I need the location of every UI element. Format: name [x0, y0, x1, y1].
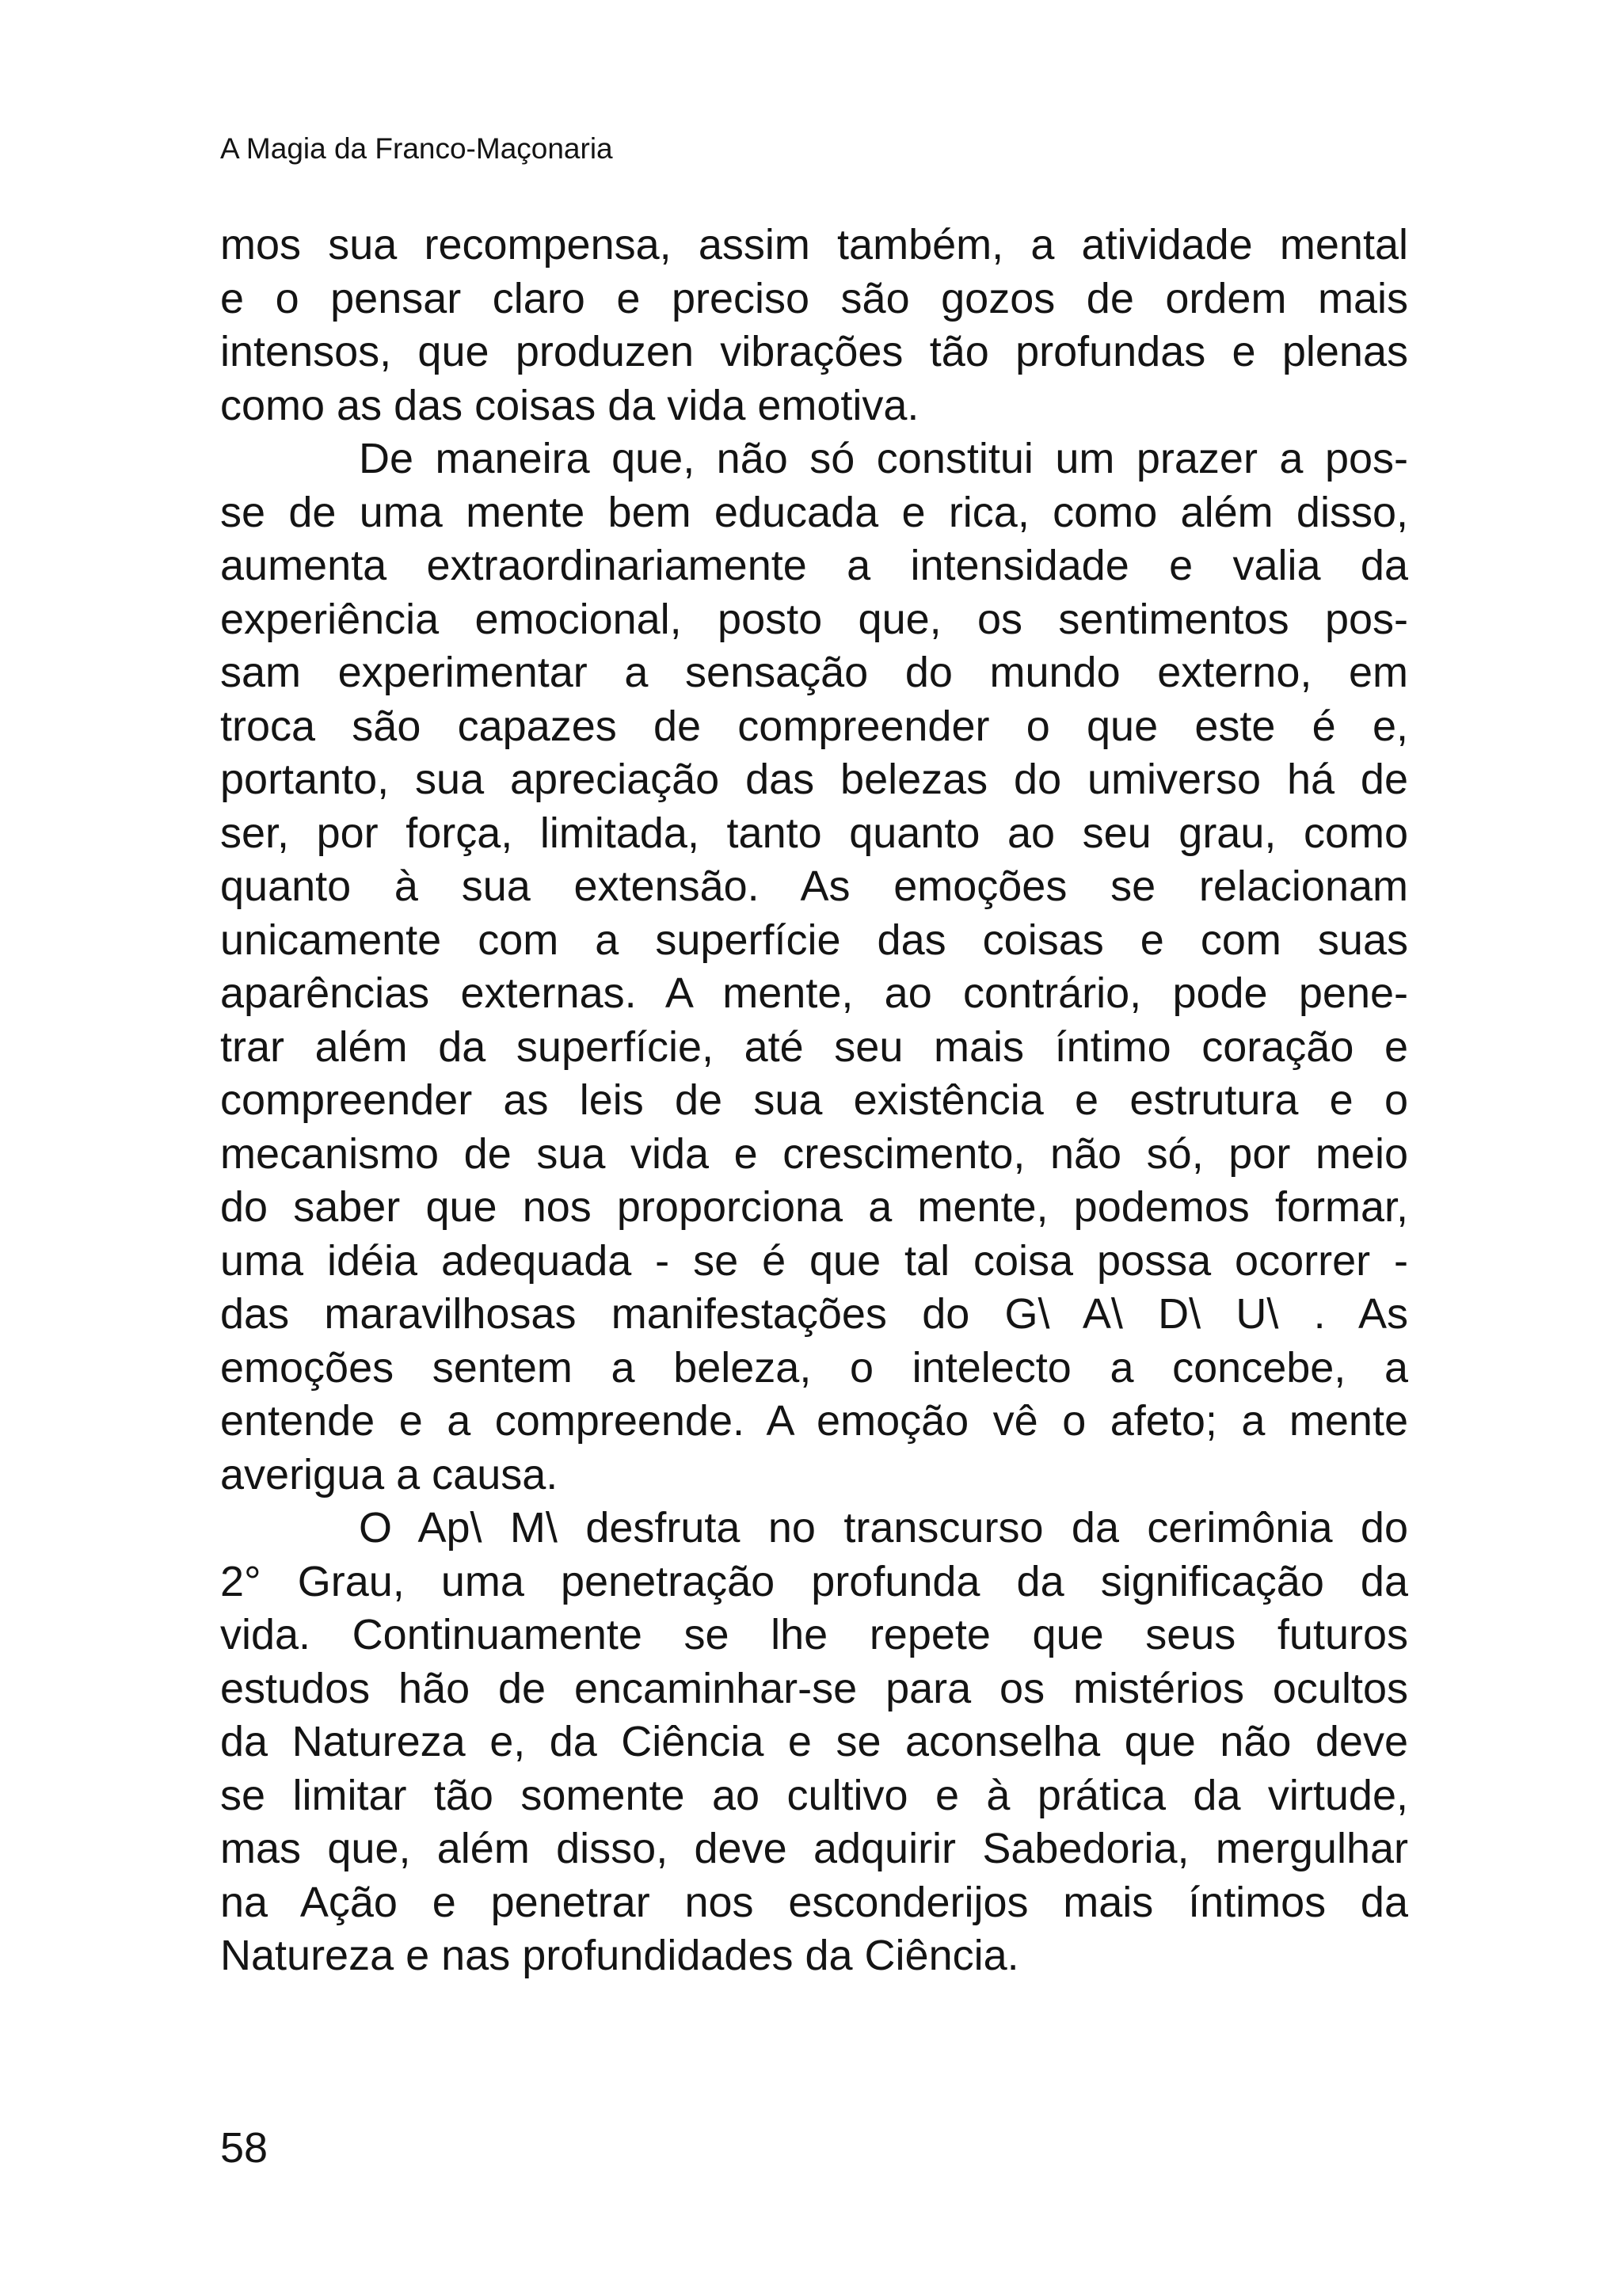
- text-line: quanto à sua extensão. As emoções se relacionam: [220, 862, 1408, 910]
- text-line: das maravilhosas manifestações do G\ A\ D\ U\ . As: [220, 1290, 1408, 1338]
- paragraph: [220, 219, 1408, 432]
- text-line: aumenta extraordinariamente a intensidade e valia da: [220, 542, 1408, 589]
- text-line: entende e a compreende. A emoção vê o afeto; a mente: [220, 1397, 1408, 1445]
- text-line: 2° Grau, uma penetração profunda da significação da: [220, 1557, 1408, 1605]
- text-line: experiência emocional, posto que, os sentimentos pos-: [220, 595, 1408, 643]
- text-line: vida. Continuamente se lhe repete que seus futuros: [220, 1611, 1408, 1658]
- text-line: sam experimentar a sensação do mundo externo, em: [220, 649, 1408, 696]
- text-line: estudos hão de encaminhar-se para os mistérios ocultos: [220, 1664, 1408, 1712]
- text-line: trar além da superfície, até seu mais íntimo coração e: [220, 1022, 1408, 1071]
- text-line: uma idéia adequada - se é que tal coisa possa ocorrer -: [220, 1236, 1408, 1285]
- text-line: mecanismo de sua vida e crescimento, não só, por meio: [220, 1129, 1408, 1178]
- running-header: A Magia da Franco-Maçonaria: [220, 132, 613, 165]
- text-line: ser, por força, limitada, tanto quanto ao seu grau, como: [220, 809, 1408, 857]
- text-line: se de uma mente bem educada e rica, como além disso,: [220, 488, 1408, 536]
- body-text: [220, 219, 1408, 1983]
- text-line: como as das coisas da vida emotiva.: [220, 381, 920, 429]
- text-line: intensos, que produzen vibrações tão profundas e plenas: [220, 328, 1408, 375]
- text-line: na Ação e penetrar nos esconderijos mais íntimos da: [220, 1878, 1408, 1926]
- text-line: troca são capazes de compreender o que este é e,: [220, 702, 1408, 750]
- text-line: da Natureza e, da Ciência e se aconselha que não deve: [220, 1718, 1408, 1765]
- paragraph: [220, 432, 1408, 1502]
- text-line: O Ap\ M\ desfruta no transcurso da cerimônia do: [359, 1504, 1408, 1552]
- page-number: 58: [220, 2124, 268, 2172]
- text-line: De maneira que, não só constitui um prazer a pos-: [359, 435, 1408, 482]
- text-line: do saber que nos proporciona a mente, podemos formar,: [220, 1183, 1408, 1231]
- text-line: Natureza e nas profundidades da Ciência.: [220, 1932, 1019, 1979]
- text-line: unicamente com a superfície das coisas e com suas: [220, 916, 1408, 964]
- text-line: averigua a causa.: [220, 1450, 558, 1498]
- text-line: portanto, sua apreciação das belezas do umiverso há de: [220, 756, 1408, 803]
- text-line: mas que, além disso, deve adquirir Sabedoria, mergulhar: [220, 1825, 1408, 1872]
- text-line: e o pensar claro e preciso são gozos de ordem mais: [220, 274, 1408, 322]
- text-line: aparências externas. A mente, ao contrário, pode pene-: [220, 969, 1408, 1017]
- text-line: mos sua recompensa, assim também, a atividade mental: [220, 221, 1408, 268]
- paragraph: [220, 1502, 1408, 1983]
- text-line: se limitar tão somente ao cultivo e à prática da virtude,: [220, 1771, 1408, 1819]
- text-line: compreender as leis de sua existência e estrutura e o: [220, 1076, 1408, 1124]
- text-line: emoções sentem a beleza, o intelecto a concebe, a: [220, 1343, 1408, 1392]
